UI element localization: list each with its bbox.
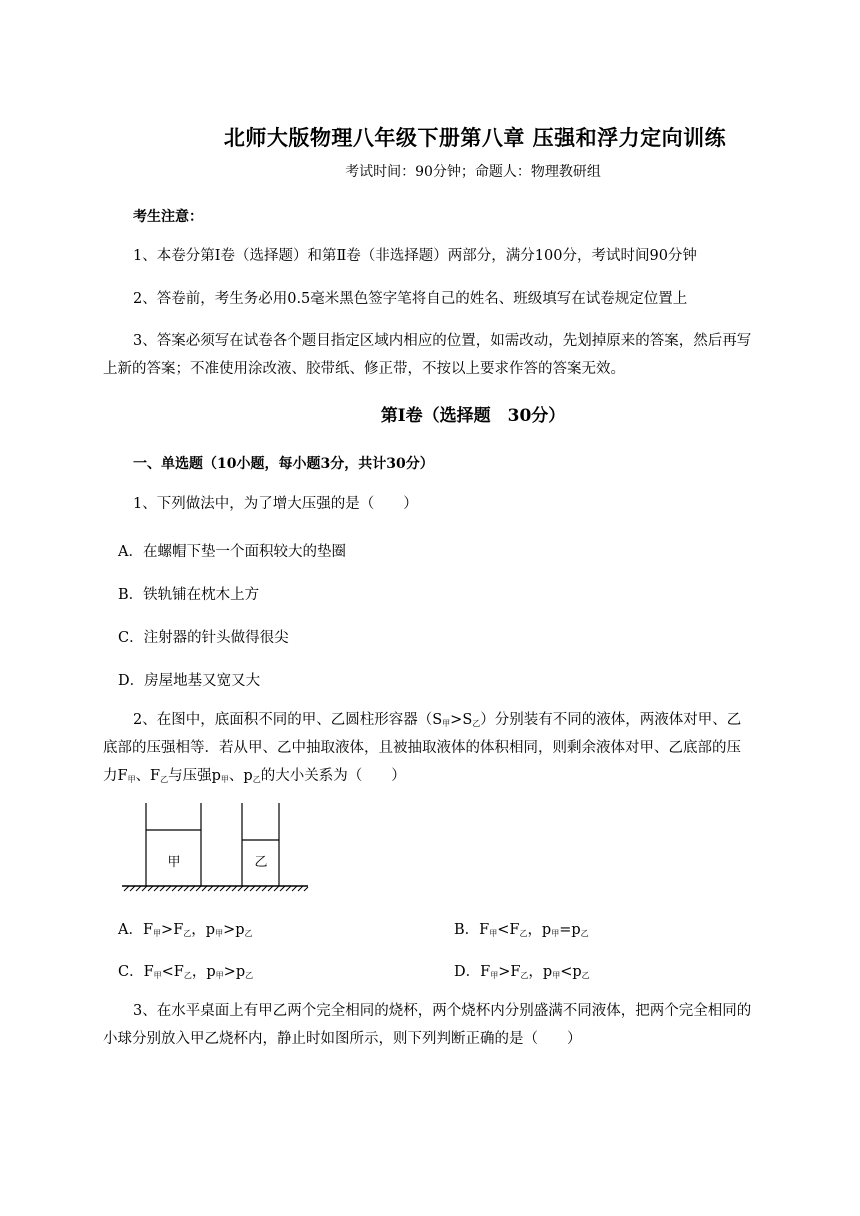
q2-option-d: D．$F_甲>F_乙$，$p_甲<p_乙$ xyxy=(454,964,590,980)
q2-option-b: B．$F_甲<F_乙$，$p_甲=p_乙$ xyxy=(454,922,589,938)
q2-stem-line1: 2、在图中，底面积不同的甲、乙圆柱形容器$(S_甲>S_乙)$分别装有不同的液体，两液体对甲、乙 xyxy=(133,712,742,728)
container-label-yi: 乙 xyxy=(254,855,268,870)
q3-stem-line2: 小球分别放入甲乙烧杯内，静止时如图所示，则下列判断正确的是（ ） xyxy=(103,1031,582,1047)
q1-option-b: B．铁轨铺在枕木上方 xyxy=(118,587,260,603)
q2-stem-line3: 力$F_甲$、$F_乙$与压强$p_甲$、$p_乙$的大小关系为（ ） xyxy=(103,768,406,784)
containers-figure xyxy=(118,800,318,900)
q1-option-a: A．在螺帽下垫一个面积较大的垫圈 xyxy=(118,544,346,560)
notice-heading: 考生注意： xyxy=(133,209,203,225)
notice-item-1: 1、本卷分第Ⅰ卷（选择题）和第Ⅱ卷（非选择题）两部分，满分100分，考试时间90分钟 xyxy=(133,248,697,264)
q1-option-c: C．注射器的针头做得很尖 xyxy=(118,630,289,646)
q2-option-a: A．$F_甲>F_乙$，$p_甲>p_乙$ xyxy=(118,922,253,938)
container-label-jia: 甲 xyxy=(167,855,181,870)
exam-info: 考试时间：90分钟；命题人：物理教研组 xyxy=(345,164,601,180)
part-heading: 一、单选题（10小题，每小题3分，共计30分） xyxy=(133,456,434,472)
section-title: 第Ⅰ卷（选择题 30分） xyxy=(380,406,566,426)
notice-item-3-cont: 上新的答案；不准使用涂改液、胶带纸、修正带，不按以上要求作答的答案无效。 xyxy=(103,361,625,377)
q1-option-d: D．房屋地基又宽又大 xyxy=(118,673,261,689)
notice-item-2: 2、答卷前，考生务必用0.5毫米黑色签字笔将自己的姓名、班级填写在试卷规定位置上 xyxy=(133,291,688,307)
notice-item-3: 3、答案必须写在试卷各个题目指定区域内相应的位置，如需改动，先划掉原来的答案，然后再写 xyxy=(133,333,752,349)
q2-stem-line2: 底部的压强相等．若从甲、乙中抽取液体，且被抽取液体的体积相同，则剩余液体对甲、乙底部的压 xyxy=(103,740,741,756)
q1-stem: 1、下列做法中，为了增大压强的是（ ） xyxy=(133,496,418,512)
q3-stem-line1: 3、在水平桌面上有甲乙两个完全相同的烧杯，两个烧杯内分别盛满不同液体，把两个完全相同的 xyxy=(133,1003,752,1019)
page-title: 北师大版物理八年级下册第八章 压强和浮力定向训练 xyxy=(223,125,727,150)
q2-option-c: C．$F_甲<F_乙$，$p_甲>p_乙$ xyxy=(118,964,254,980)
